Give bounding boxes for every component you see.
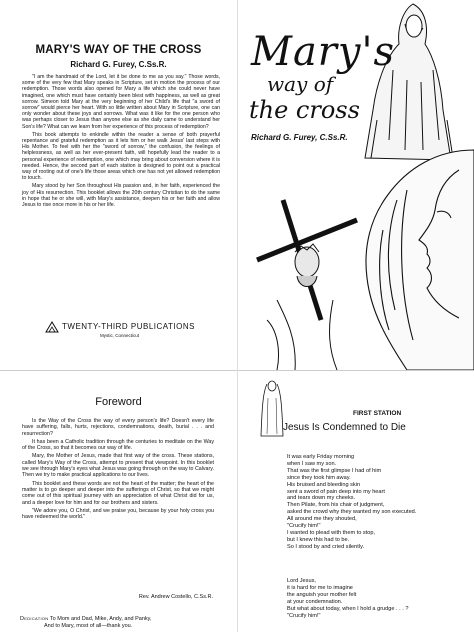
back-cover-panel [0,0,237,370]
poem-line: All around me they shouted, [287,516,357,523]
first-station-page [237,372,474,632]
foreword-paragraph: Is the Way of the Cross the way of every person's life? Doesn't every life have suffering, falls, hurts, rejections, condemnations, death, burial . . . and resurrection? [22,418,214,437]
poem-line: Then Pilate, from his chair of judgment, [287,502,385,509]
foreword-page [0,372,237,632]
foreword-text [22,418,214,522]
dedication [20,616,230,630]
back-cover-paragraph: This book attempts to enkindle within the reader a sense of both prayerful repentance and grateful redemption as it lets him or her walk Jesus' last steps with His Mother. To feel with her the "sword of sorrow," the confusion, the feelings of helplessness, as well as her ever-present faith, will hopefully lead the reader to a personal experience of redemption, one which may bring about conversion where it is needed. Hence, the second part of each station is designed to point out a practical way of rooting out of one's life those areas which one has not yet allowed redemption to touch. [22,131,220,182]
jesus-with-cross-drawing [257,200,357,370]
poem-line: since they took him away. [287,474,351,481]
dedication-label: Dedication [20,616,49,622]
poem-line: and tears down my cheeks. [287,495,356,502]
back-cover-author: Richard G. Furey, C.Ss.R. [70,60,167,69]
station-title: Jesus Is Condemned to Die [283,422,406,433]
station-label: FIRST STATION [353,410,402,417]
front-cover-title-line2: way of [267,72,334,96]
poem-line: but I knew this had to be. [287,536,350,543]
poem-line: It was early Friday morning [287,454,355,460]
foreword-heading: Foreword [95,396,142,408]
foreword-paragraph: "We adore you, O Christ, and we praise you, because by your holy cross you have redeemed the world." [22,507,214,521]
front-cover-title-line3: the cross [249,96,360,124]
poem-line: when I saw my son. [287,460,337,467]
station-prayer [287,578,467,619]
prayer-line: Lord Jesus, [287,578,316,584]
prayer-line: But what about today, when I hold a grudge . . . ? [287,605,409,612]
dedication-line: To Mom and Dad, Mike, Andy, and Panky, [49,616,152,622]
poem-line: That was the first glimpse I had of him [287,467,382,474]
foreword-paragraph: It has been a Catholic tradition through the centuries to meditate on the Way of the Cross, so that it becomes our way of life. [22,438,214,452]
mary-profile-drawing [366,150,474,370]
front-cover-panel [237,0,474,370]
foreword-paragraph: Mary, the Mother of Jesus, made that first way of the cross. These stations, called Mary's Way of the Cross, attempt to present that viewpoint. In this booklet we see through Mary's eyes what Jesus was going through on the way to Calvary. Then we try to make practical applications to our lives. [22,453,214,479]
prayer-line: "Crucify him!" [287,612,321,619]
poem-line: His bruised and bleeding skin [287,481,361,488]
prayer-line: the anguish your mother felt [287,591,357,598]
prayer-line: at your condemnation. [287,598,343,605]
poem-line: asked the crowd why they wanted my son executed. [287,509,417,516]
poem-line: I wanted to plead with them to stop, [287,529,375,536]
publisher-logo-icon [44,320,60,334]
publisher-name: TWENTY-THIRD PUBLICATIONS [62,322,195,331]
publisher-location: Mystic, Connecticut [100,333,140,338]
prayer-line: it is hard for me to imagine [287,584,353,591]
foreword-paragraph: This booklet and these words are not the heart of the matter; the heart of the matter is to go deeper and deeper into the sufferings of Christ, so that we might come out of this spiritual journey with an appreciation of what Christ did for us, and a deeper love for him and for our brothers and sisters. [22,480,214,506]
standing-mary-figure [365,4,453,160]
poem-line: So I stood by and cried silently. [287,543,365,550]
poem-line: "Crucify him!" [287,523,321,530]
front-cover-author: Richard G. Furey, C.Ss.R. [251,133,348,142]
poem-line: sent a sword of pain deep into my heart [287,488,385,495]
back-cover-paragraph: Mary stood by her Son throughout His passion and, in her faith, experienced the joy of His resurrection. This booklet allows the 20th century Christian to do the same in hope that he or she will, with Mary's assistance, deepen his or her faith and allow Jesus to rise once more in his or her life. [22,183,220,209]
dedication-line: And to Mary, most of all—thank you. [44,623,133,629]
station-poem [287,454,467,551]
foreword-signature: Rev. Andrew Costello, C.Ss.R. [138,594,213,600]
back-cover-text [22,74,220,210]
back-cover-paragraph: "I am the handmaid of the Lord, let it be done to me as you say." Those words, some of the very few that Mary speaks in Scripture, set in motion the process of our redemption. Those words also opened for Mary a life which she could never have imagined, one which must have certainly been blest with happiness, as well as great sorrow. Simeon told Mary at the very beginning of her Child's life that "a sword of sorrow" would pierce her heart. With so little written about Mary in Scripture, one can only wonder about these joys and sorrows. What was it like for the one person who was perhaps closer to Jesus than anyone else as she daily came to understand her Son's life? What can we learn from her experience of this process of redemption? [22,74,220,130]
back-cover-title: MARY'S WAY OF THE CROSS [35,44,202,56]
front-cover-title-line1: Mary's [251,29,396,75]
